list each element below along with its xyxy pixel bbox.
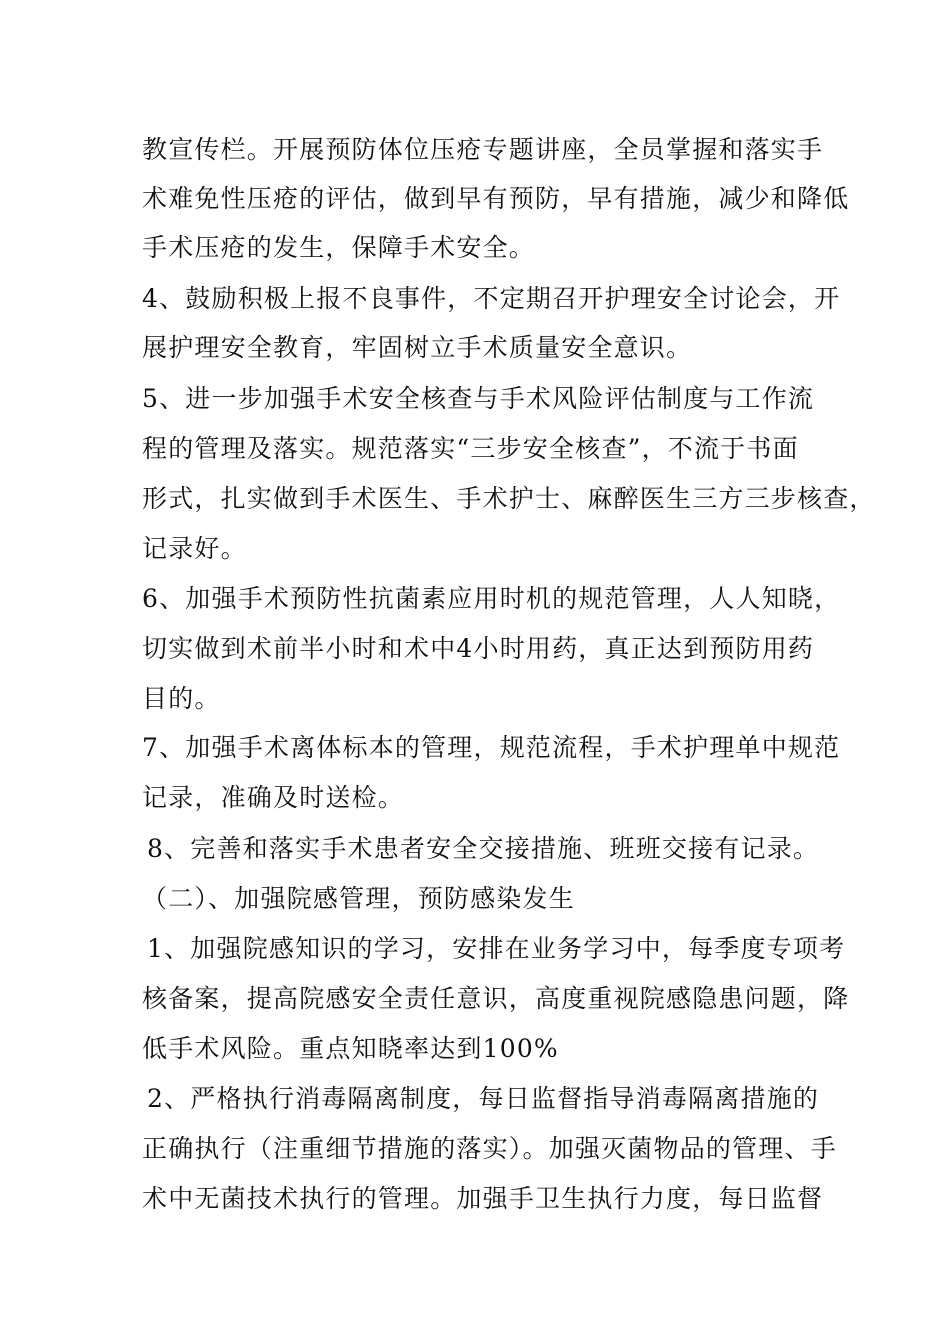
text-line: 低手术风险。重点知晓率达到100% xyxy=(142,1034,559,1063)
text-line: 6、加强手术预防性抗菌素应用时机的规范管理，人人知晓， xyxy=(142,584,841,613)
text-line: 切实做到术前半小时和术中4小时用药，真正达到预防用药 xyxy=(142,634,815,663)
text-line: 正确执行（注重细节措施的落实）。加强灭菌物品的管理、手 xyxy=(142,1134,837,1163)
text-line: 7、加强手术离体标本的管理，规范流程，手术护理单中规范 xyxy=(142,733,841,762)
text-line: 8、完善和落实手术患者安全交接措施、班班交接有记录。 xyxy=(147,834,820,863)
text-line: 手术压疮的发生，保障手术安全。 xyxy=(142,233,536,262)
text-line: 2、严格执行消毒隔离制度，每日监督指导消毒隔离措施的 xyxy=(147,1084,820,1113)
text-line: 教宣传栏。开展预防体位压疮专题讲座，全员掌握和落实手 xyxy=(142,135,824,164)
text-line: 形式，扎实做到手术医生、手术护士、麻醉医生三方三步核查， xyxy=(142,484,876,513)
text-line: 记录，准确及时送检。 xyxy=(142,783,405,812)
text-line: 程的管理及落实。规范落实“三步安全核查”，不流于书面 xyxy=(142,434,799,463)
text-line: 展护理安全教育，牢固树立手术质量安全意识。 xyxy=(142,333,693,362)
text-line: 术中无菌技术执行的管理。加强手卫生执行力度，每日监督 xyxy=(142,1184,824,1213)
text-line: 核备案，提高院感安全责任意识，高度重视院感隐患问题，降 xyxy=(142,984,850,1013)
text-line: 4、鼓励积极上报不良事件，不定期召开护理安全讨论会，开 xyxy=(142,284,841,313)
text-line: 记录好。 xyxy=(142,534,247,563)
text-line: 术难免性压疮的评估，做到早有预防，早有措施，减少和降低 xyxy=(142,184,850,213)
text-line: 5、进一步加强手术安全核查与手术风险评估制度与工作流 xyxy=(142,384,815,413)
section-heading: （二）、加强院感管理，预防感染发生 xyxy=(142,884,575,913)
text-line: 1、加强院感知识的学习，安排在业务学习中，每季度专项考 xyxy=(147,934,846,963)
text-line: 目的。 xyxy=(142,684,221,713)
